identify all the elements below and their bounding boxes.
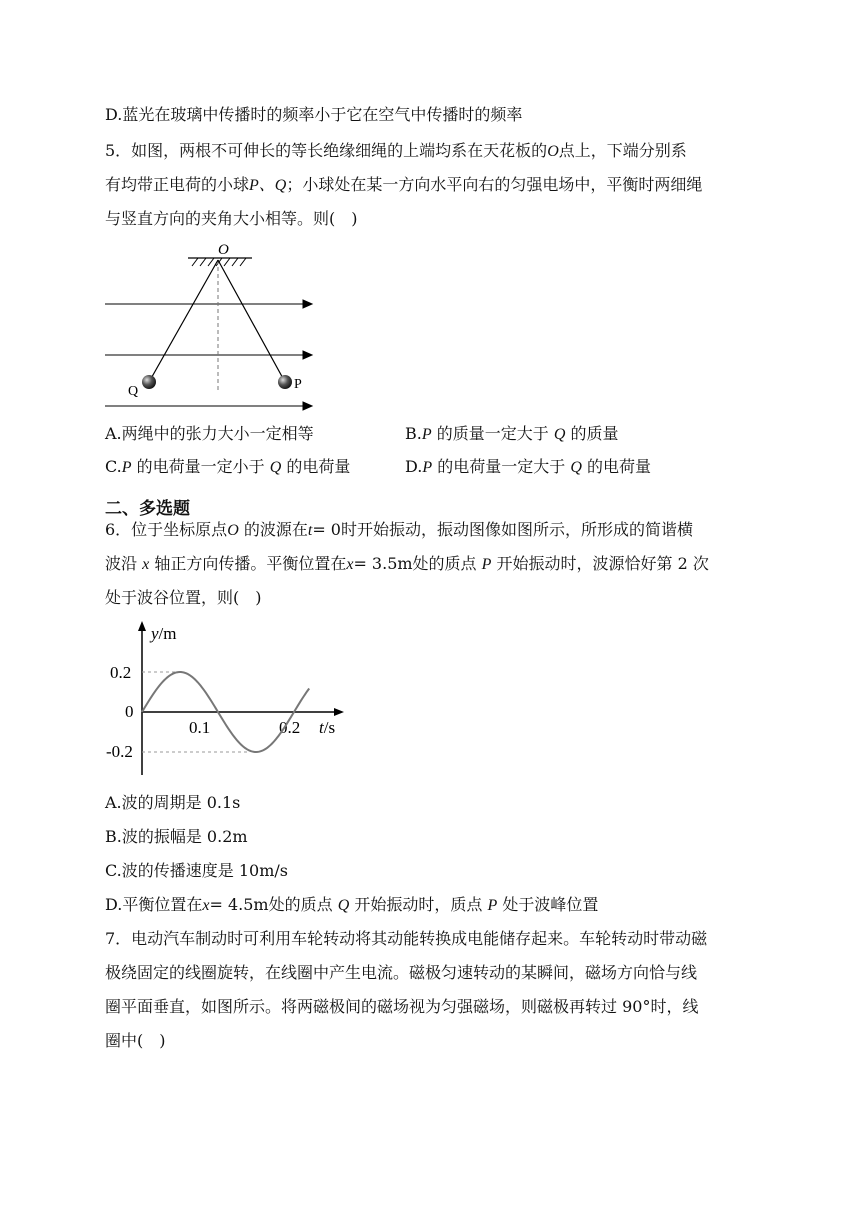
ball-P <box>278 375 292 389</box>
q7-stem-line-4: 圈中( ) <box>105 1031 166 1050</box>
label-P: P <box>294 377 302 392</box>
q6-stem-line-2: 波沿 x 轴正方向传播。平衡位置在x= 3.5m处的质点 P 开始振动时，波源恰好第 2 次 <box>105 554 709 573</box>
q5-stem-line-1: 5．如图，两根不可伸长的等长绝缘细绳的上端均系在天花板的O点上，下端分别系 <box>105 141 687 160</box>
q7-stem-line-1: 7．电动汽车制动时可利用车轮转动将其动能转换成电能储存起来。车轮转动时带动磁 <box>105 929 708 948</box>
y-tick-0: 0 <box>125 702 134 721</box>
y-tick-minus-0.2: -0.2 <box>106 742 133 761</box>
x-tick-0.2: 0.2 <box>279 718 301 737</box>
q5-figure <box>100 238 320 418</box>
ball-Q <box>142 375 156 389</box>
q7-stem-line-3: 圈平面垂直，如图所示。将两磁极间的磁场视为匀强磁场，则磁极再转过 90°时，线 <box>105 997 699 1016</box>
string-Q <box>149 260 218 382</box>
q5-option-c: C.P 的电荷量一定小于 Q 的电荷量 <box>105 457 351 476</box>
q6-option-d: D.平衡位置在x= 4.5m处的质点 Q 开始振动时，质点 P 处于波峰位置 <box>105 895 599 914</box>
vibration-graph <box>100 615 360 780</box>
q6-option-b: B.波的振幅是 0.2m <box>105 827 248 846</box>
label-Q: Q <box>128 384 139 399</box>
q6-stem-line-1: 6．位于坐标原点O 的波源在t= 0时开始振动，振动图像如图所示，所形成的简谐横 <box>105 520 693 539</box>
y-axis-label: y/m <box>151 624 177 643</box>
section-title: 二、多选题 <box>105 499 190 519</box>
q6-option-c: C.波的传播速度是 10m/s <box>105 861 288 880</box>
q5-option-a: A.两绳中的张力大小一定相等 <box>105 424 314 443</box>
x-axis-arrow <box>334 708 344 716</box>
q4-option-d: D.蓝光在玻璃中传播时的频率小于它在空气中传播时的频率 <box>105 105 523 124</box>
label-O: O <box>218 242 229 258</box>
q5-option-d: D.P 的电荷量一定大于 Q 的电荷量 <box>405 457 651 476</box>
var-O: O <box>547 143 559 160</box>
q6-stem-line-3: 处于波谷位置，则( ) <box>105 588 262 607</box>
q6-option-a: A.波的周期是 0.1s <box>105 793 241 812</box>
y-axis-arrow <box>138 621 146 631</box>
x-axis-label: t/s <box>319 718 336 737</box>
q5-option-b: B.P 的质量一定大于 Q 的质量 <box>405 424 619 443</box>
q5-stem-line-3: 与竖直方向的夹角大小相等。则( ) <box>105 209 358 228</box>
string-P <box>218 260 285 382</box>
q5-stem-line-2: 有均带正电荷的小球P、Q；小球处在某一方向水平向右的匀强电场中，平衡时两细绳 <box>105 175 703 194</box>
q7-stem-line-2: 极绕固定的线圈旋转，在线圈中产生电流。磁极匀速转动的某瞬间，磁场方向恰与线 <box>105 963 698 982</box>
y-tick-0.2: 0.2 <box>110 663 132 682</box>
x-tick-0.1: 0.1 <box>189 718 211 737</box>
